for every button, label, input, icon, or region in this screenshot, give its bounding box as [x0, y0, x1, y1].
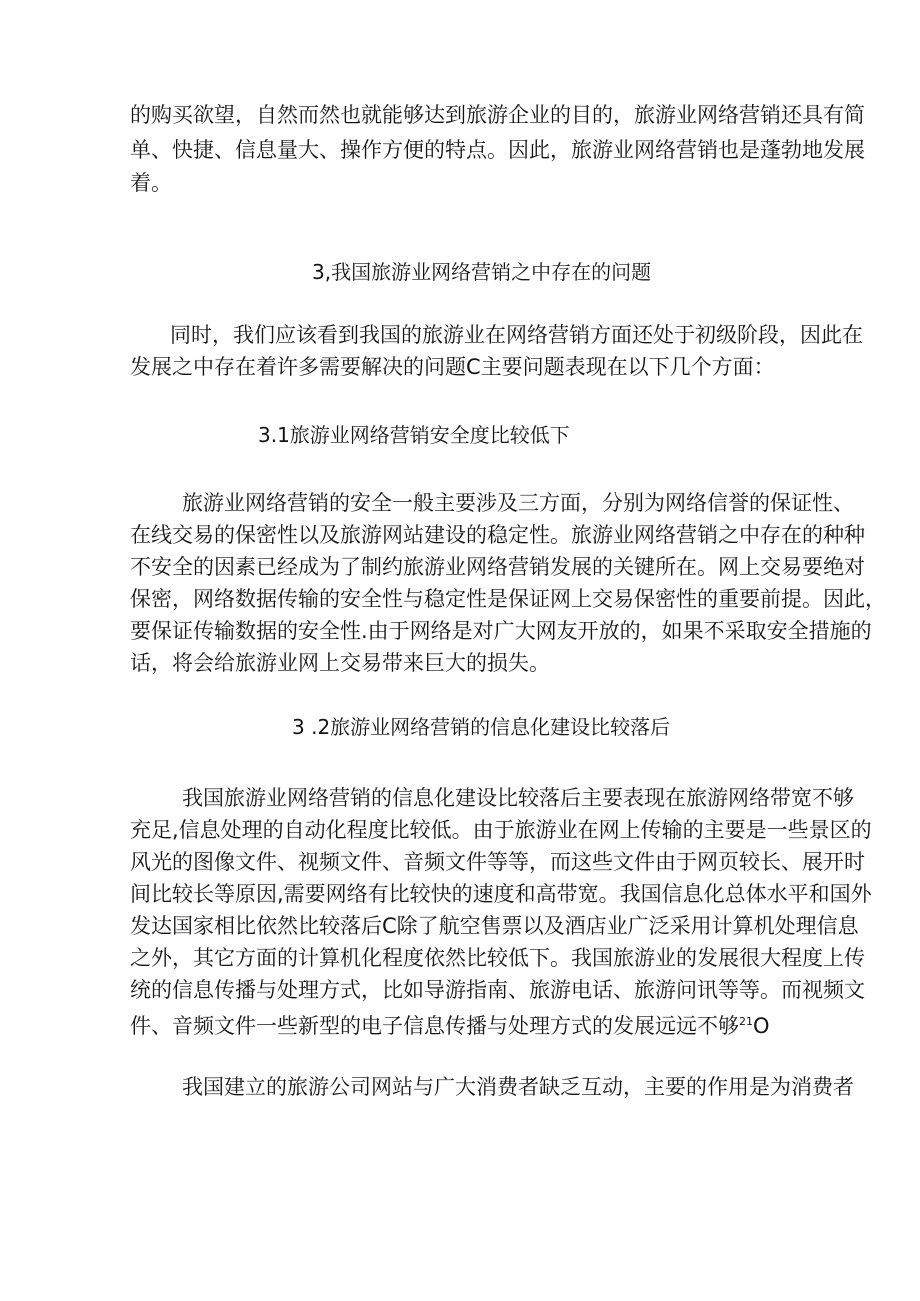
section-heading-3-1: 3.1旅游业网络营销安全度比较低下 [258, 423, 570, 447]
text-line: 话，将会给旅游业网上交易带来巨大的损失。 [130, 651, 550, 675]
text-tail: O [753, 1014, 770, 1038]
text-line: 充足,信息处理的自动化程度比较低。由于旅游业在网上传输的主要是一些景区的 [130, 818, 872, 842]
text-line: 发展之中存在着许多需要解决的问题C主要问题表现在以下几个方面： [130, 355, 775, 379]
text-line: 风光的图像文件、视频文件、音频文件等等，而这些文件由于网页较长、展开时 [130, 850, 865, 874]
text-line: 不安全的因素已经成为了制约旅游业网络营销发展的关键所在。网上交易要绝对 [130, 555, 865, 579]
footnote-reference: 21 [739, 1015, 753, 1028]
text-line: 发达国家相比依然比较落后C除了航空售票以及酒店业广泛采用计算机处理信息 [130, 914, 859, 938]
text-line: 着。 [130, 171, 172, 195]
text-line: 间比较长等原因,需要网络有比较快的速度和高带宽。我国信息化总体水平和国外 [130, 882, 872, 906]
text-line: 保密，网络数据传输的安全性与稳定性是保证网上交易保密性的重要前提。因此， [130, 587, 886, 611]
section-heading-3: 3,我国旅游业网络营销之中存在的问题 [312, 260, 652, 284]
text-line: 要保证传输数据的安全性.由于网络是对广大网友开放的，如果不采取安全措施的 [130, 619, 872, 643]
text-line: 旅游业网络营销的安全一般主要涉及三方面，分别为网络信誉的保证性、 [182, 491, 854, 515]
text-line: 的购买欲望，自然而然也就能够达到旅游企业的目的，旅游业网络营销还具有简 [130, 103, 865, 127]
text-line: 我国旅游业网络营销的信息化建设比较落后主要表现在旅游网络带宽不够 [182, 786, 854, 810]
text-line: 件、音频文件一些新型的电子信息传播与处理方式的发展远远不够 [130, 1014, 739, 1038]
text-line: 单、快捷、信息量大、操作方便的特点。因此，旅游业网络营销也是蓬勃地发展 [130, 138, 865, 162]
section-heading-3-2: 3 .2旅游业网络营销的信息化建设比较落后 [292, 715, 671, 739]
text-line-with-footnote [130, 1007, 770, 1041]
text-line: 在线交易的保密性以及旅游网站建设的稳定性。旅游业网络营销之中存在的种种 [130, 523, 865, 547]
text-line: 之外，其它方面的计算机化程度依然比较低下。我国旅游业的发展很大程度上传 [130, 946, 865, 970]
text-line: 统的信息传播与处理方式，比如导游指南、旅游电话、旅游问讯等等。而视频文 [130, 978, 865, 1002]
text-line: 同时，我们应该看到我国的旅游业在网络营销方面还处于初级阶段，因此在 [170, 323, 863, 347]
text-line: 我国建立的旅游公司网站与广大消费者缺乏互动，主要的作用是为消费者 [182, 1075, 854, 1099]
